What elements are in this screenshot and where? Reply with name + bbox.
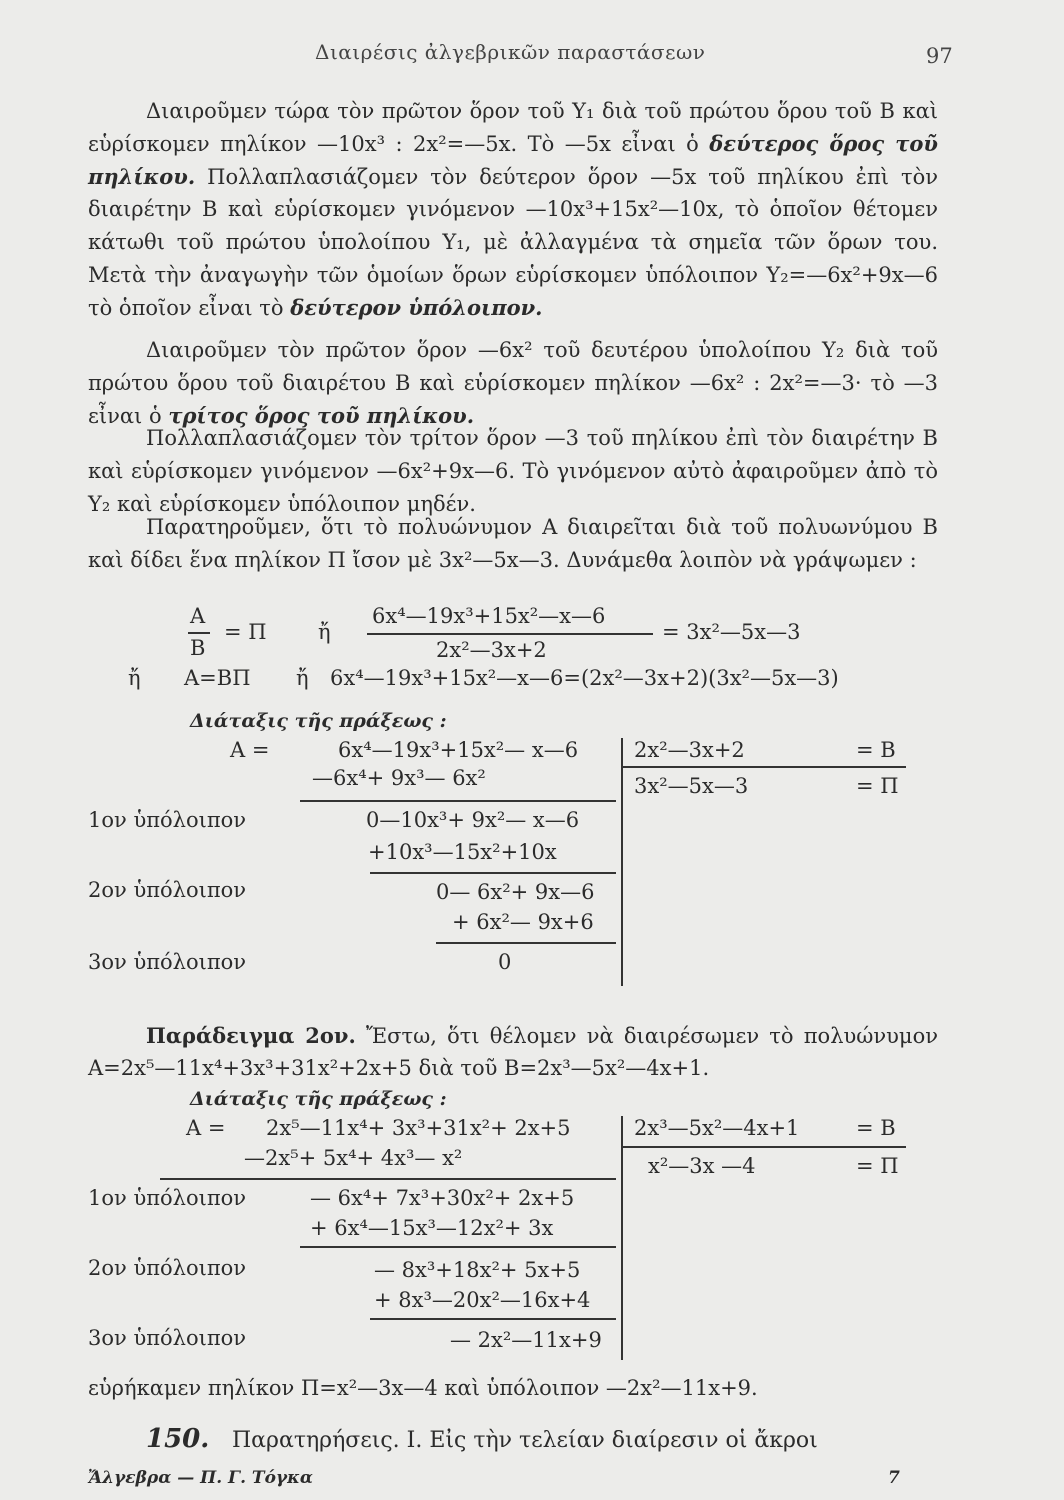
fraction-bar-small [188, 632, 210, 634]
expanded-product-equation: 6x⁴—19x³+15x²—x—6=(2x²—3x+2)(3x²—5x—3) [330, 666, 839, 690]
page-number: 97 [926, 44, 953, 68]
or-word-2: ἤ [128, 666, 141, 690]
paragraph-1-emphasis-2: δεύτερον ὑπόλοιπον. [290, 294, 543, 320]
footer-book-title: Ἄλγεβρα — Π. Γ. Τόγκα [88, 1468, 313, 1488]
example-2-text: Ἔστω, ὅτι θέλομεν νὰ διαιρέσωμεν τὸ πολυώνυμον A=2x⁵—11x⁴+3x³+31x²+2x+5 διὰ τοῦ B=2x³—5x²—4x+1. [88, 1024, 938, 1080]
division-1-remainder-2: 0— 6x²+ 9x—6 [436, 880, 595, 904]
paragraph-3 [88, 422, 938, 520]
paragraph-2-emphasis: τρίτος ὅρος τοῦ πηλίκου. [168, 402, 475, 428]
big-fraction-numerator: 6x⁴—19x³+15x²—x—6 [372, 604, 606, 628]
division-1-remainder-1-label: 1ον ὑπόλοιπον [88, 808, 247, 832]
division-2-remainder-2: — 8x³+18x²+ 5x+5 [374, 1258, 581, 1282]
division-1-vertical-rule [621, 738, 623, 986]
division-1-a-label: A = [230, 738, 270, 762]
division-2-remainder-1: — 6x⁴+ 7x³+30x²+ 2x+5 [310, 1186, 575, 1210]
paragraph-4-text: Παρατηροῦμεν, ὅτι τὸ πολυώνυμον A διαιρεῖται διὰ τοῦ πολυωνύμου B καὶ δίδει ἕνα πηλίκον Π ἴσον μὲ 3x²—5x—3. Δυνάμεθα λοιπὸν νὰ γράψωμεν : [88, 515, 938, 572]
division-1-remainder-2-label: 2ον ὑπόλοιπον [88, 878, 247, 902]
result-line: εὑρήκαμεν πηλίκον Π=x²—3x—4 καὶ ὑπόλοιπον —2x²—11x+9. [88, 1376, 758, 1400]
division-2-rule-3 [370, 1318, 616, 1320]
division-1-remainder-3: 0 [498, 950, 512, 974]
or-word-3: ἤ [296, 666, 309, 690]
division-1-quotient-label: = Π [856, 774, 899, 798]
running-header: Διαιρέσις ἀλγεβρικῶν παραστάσεων [315, 40, 706, 64]
division-2-remainder-1-label: 1ον ὑπόλοιπον [88, 1186, 247, 1210]
division-2-subtract-1: —2x⁵+ 5x⁴+ 4x³— x² [244, 1146, 463, 1170]
product-equation: A=BΠ [184, 666, 251, 690]
paragraph-1-text: Διαιροῦμεν τώρα τὸν πρῶτον ὅρον τοῦ Y₁ διὰ τοῦ πρώτου ὅρου τοῦ B καὶ εὑρίσκομεν πηλίκον —10x³ : 2x²=—5x. Τὸ —5x εἶναι ὁ [88, 99, 938, 156]
division-2-subtract-3: + 8x³—20x²—16x+4 [374, 1288, 591, 1312]
paragraph-3-text: Πολλαπλασιάζομεν τὸν τρίτον ὅρον —3 τοῦ πηλίκου ἐπὶ τὸν διαιρέτην B καὶ εὑρίσκομεν γινόμενον —6x²+9x—6. Τὸ γινόμενον αὐτὸ ἀφαιροῦμεν ἀπὸ τὸ Y₂ καὶ εὑρίσκομεν ὑπόλοιπον μηδέν. [88, 426, 938, 516]
division-2-divisor-label: = B [856, 1116, 896, 1140]
division-1-title: Διάταξις τῆς πράξεως : [190, 710, 447, 732]
division-2-dividend: 2x⁵—11x⁴+ 3x³+31x²+ 2x+5 [266, 1116, 571, 1140]
division-1-rule-3 [436, 942, 616, 944]
division-2-quotient-label: = Π [856, 1154, 899, 1178]
division-1-remainder-1: 0—10x³+ 9x²— x—6 [366, 808, 580, 832]
section-150-number: 150. [146, 1424, 210, 1454]
big-fraction-denominator: 2x²—3x+2 [436, 638, 547, 662]
division-1-rule-1 [300, 800, 616, 802]
division-2-remainder-2-label: 2ον ὑπόλοιπον [88, 1256, 247, 1280]
division-2-remainder-3: — 2x²—11x+9 [450, 1328, 602, 1352]
division-1-subtract-1: —6x⁴+ 9x³— 6x² [312, 766, 486, 790]
division-2-vertical-rule [621, 1116, 623, 1360]
fraction-denominator-b: B [190, 636, 206, 660]
division-2-divisor: 2x³—5x²—4x+1 [634, 1116, 800, 1140]
division-2-subtract-2: + 6x⁴—15x³—12x²+ 3x [310, 1216, 554, 1240]
example-2-paragraph [88, 1020, 938, 1084]
fraction-bar-large [367, 633, 653, 635]
division-1-quotient: 3x²—5x—3 [634, 774, 749, 798]
section-150-text: Παρατηρήσεις. I. Εἰς τὴν τελείαν διαίρεσιν οἱ ἄκροι [232, 1428, 818, 1453]
paragraph-2 [88, 334, 938, 432]
division-1-divisor-label: = B [856, 738, 896, 762]
fraction-numerator-a: A [190, 604, 206, 628]
division-2-title: Διάταξις τῆς πράξεως : [190, 1088, 447, 1110]
or-word-1: ἤ [318, 620, 331, 644]
division-1-rule-2 [370, 872, 616, 874]
division-1-remainder-3-label: 3ον ὑπόλοιπον [88, 950, 247, 974]
division-1-divisor: 2x²—3x+2 [634, 738, 745, 762]
division-1-subtract-2: +10x³—15x²+10x [368, 840, 557, 864]
division-1-divisor-rule [622, 766, 906, 768]
footer-signature-number: 7 [888, 1468, 900, 1488]
paragraph-2-text: Διαιροῦμεν τὸν πρῶτον ὅρον —6x² τοῦ δευτέρου ὑπολοίπου Y₂ διὰ τοῦ πρώτου ὅρου τοῦ διαιρέτου B καὶ εὑρίσκομεν πηλίκον —6x² : 2x²=—3· τὸ —3 εἶναι ὁ [88, 338, 938, 428]
equals-pi: = Π [224, 620, 267, 644]
paragraph-1-emphasis: δεύτερος ὅρος τοῦ πηλίκου. [88, 130, 938, 189]
division-2-remainder-3-label: 3ον ὑπόλοιπον [88, 1326, 247, 1350]
paragraph-1 [88, 95, 938, 325]
example-2-heading: Παράδειγμα 2ον. [146, 1023, 356, 1048]
paragraph-1-rest: Πολλαπλασιάζομεν τὸν δεύτερον ὅρον —5x τοῦ πηλίκου ἐπὶ τὸν διαιρέτην B καὶ εὑρίσκομεν γινόμενον —10x³+15x²—10x, τὸ ὁποῖον θέτομεν κάτωθι τοῦ πρώτου ὑπολοίπου Y₁, μὲ ἀλλαγμένα τὰ σημεῖα τῶν ὅρων του. Μετὰ τὴν ἀναγωγὴν τῶν ὁμοίων ὅρων εὑρίσκομεν ὑπόλοιπον Y₂=—6x²+9x—6 τὸ ὁποῖον εἶναι τὸ [88, 164, 938, 320]
division-1-dividend: 6x⁴—19x³+15x²— x—6 [338, 738, 579, 762]
paragraph-4 [88, 511, 938, 577]
division-2-rule-1 [160, 1178, 616, 1180]
division-1-subtract-3: + 6x²— 9x+6 [452, 910, 594, 934]
division-2-a-label: A = [186, 1116, 226, 1140]
big-fraction-result: = 3x²—5x—3 [662, 620, 801, 644]
division-2-rule-2 [300, 1246, 616, 1248]
division-2-quotient: x²—3x —4 [648, 1154, 756, 1178]
division-2-divisor-rule [622, 1146, 906, 1148]
